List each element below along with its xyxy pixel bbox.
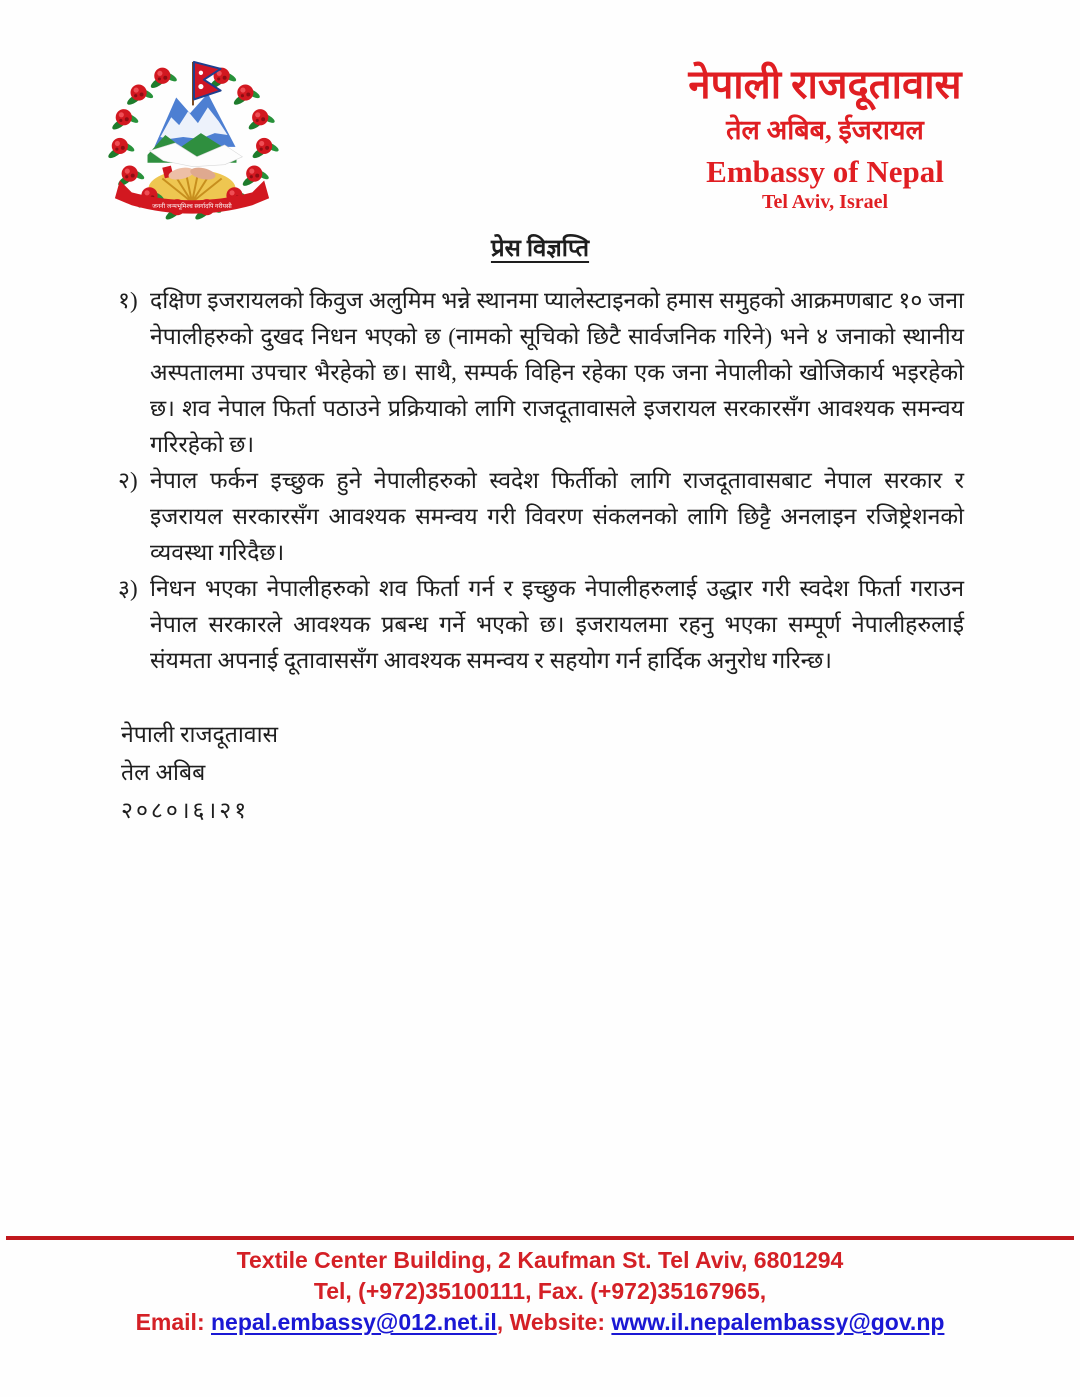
press-release-title xyxy=(0,231,1080,264)
embassy-city-english: Tel Aviv, Israel xyxy=(761,191,889,213)
nepal-emblem xyxy=(98,54,286,224)
press-release-title-text: प्रेस विज्ञप्ति xyxy=(490,236,590,262)
press-release-body xyxy=(118,283,964,679)
item-number: ३) xyxy=(118,576,138,601)
website-label: Website: xyxy=(509,1309,612,1335)
item-text: नेपाल फर्कन इच्छुक हुने नेपालीहरुको स्वदेश फिर्तीको लागि राजदूतावासबाट नेपाल सरकार र इजरायल सरकारसँग आवश्यक समन्वय गरी विवरण संकलनको लागि छिट्टै अनलाइन रजिष्ट्रेशनको व्यवस्था गरिदैछ। xyxy=(150,468,964,565)
motto-text: जननी जन्मभूमिश्च स्वर्गादपि गरीयसी xyxy=(152,204,232,211)
item-text: निधन भएका नेपालीहरुको शव फिर्ता गर्न र इच्छुक नेपालीहरुलाई उद्धार गरी स्वदेश फिर्ता गराउन नेपाल सरकारले आवश्यक प्रबन्ध गर्ने भएको छ। इजरायलमा रहनु भएका सम्पूर्ण नेपालीहरुलाई संयमता अपनाई दूतावाससँग आवश्यक समन्वय र सहयोग गर्न हार्दिक अनुरोध गरिन्छ। xyxy=(150,576,964,673)
signature-org: नेपाली राजदूतावास xyxy=(121,722,279,747)
email-label: Email: xyxy=(135,1309,211,1335)
footer-contact-line xyxy=(0,1307,1080,1338)
footer-address: Textile Center Building, 2 Kaufman St. Tel Aviv, 6801294 xyxy=(236,1247,844,1273)
press-point-2 xyxy=(118,463,964,571)
signature-date: २०८०।६।२१ xyxy=(121,798,250,823)
embassy-name-nepali: नेपाली राजदूतावास xyxy=(688,62,962,107)
item-number: १) xyxy=(118,288,138,313)
signature-city: तेल अबिब xyxy=(121,760,206,785)
footer-divider xyxy=(6,1236,1074,1240)
press-point-3 xyxy=(118,571,964,679)
embassy-name-english: Embassy of Nepal xyxy=(706,154,944,189)
website-link[interactable]: www.il.nepalembassy@gov.np xyxy=(611,1309,945,1335)
signature-block xyxy=(121,716,278,830)
email-link[interactable]: nepal.embassy@012.net.il xyxy=(211,1309,497,1335)
footer xyxy=(0,1245,1080,1338)
footer-telfax: Tel, (+972)35100111, Fax. (+972)35167965, xyxy=(313,1278,767,1304)
press-point-1 xyxy=(118,283,964,463)
item-text: दक्षिण इजरायलको किवुज अलुमिम भन्ने स्थानमा प्यालेस्टाइनको हमास समुहको आक्रमणबाट १० जना नेपालीहरुको दुखद निधन भएको छ (नामको सूचिको छिटै सार्वजनिक गरिने) भने ४ जनाको स्थानीय अस्पतालमा उपचार भैरहेको छ। साथै, सम्पर्क विहिन रहेका एक जना नेपालीको खोजिकार्य भइरहेको छ। शव नेपाल फिर्ता पठाउने प्रक्रियाको लागि राजदूतावासले इजरायल सरकारसँग आवश्यक समन्वय गरिरहेको छ। xyxy=(150,288,964,457)
embassy-city-nepali: तेल अबिब, ईजरायल xyxy=(726,115,924,145)
letterhead xyxy=(600,62,1050,214)
footer-separator: , xyxy=(496,1309,510,1335)
item-number: २) xyxy=(118,468,138,493)
